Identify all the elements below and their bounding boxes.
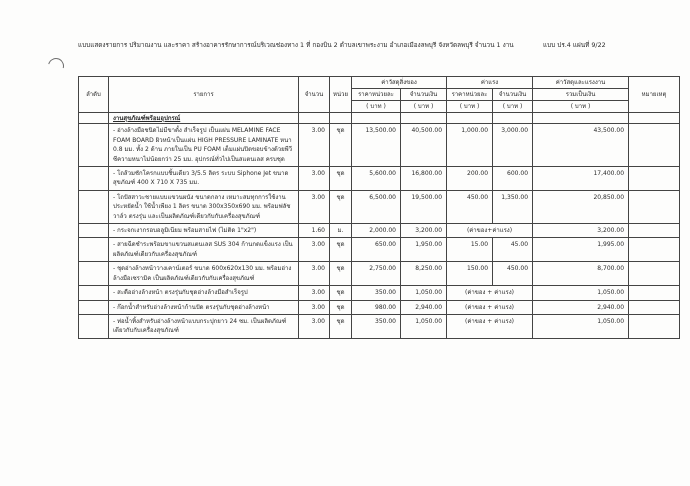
labor-amount: 3,000.00	[493, 124, 533, 167]
labor-amount: 45.00	[493, 238, 533, 262]
material-amount: 1,050.00	[401, 314, 447, 338]
cell-seq	[79, 262, 109, 286]
col-header-item: รายการ	[109, 77, 299, 113]
section-title: งานสุขภัณฑ์พร้อมอุปกรณ์	[109, 113, 299, 124]
item-unit: ชุด	[330, 314, 352, 338]
labor-amount: 450.00	[493, 262, 533, 286]
col-header-remark: หมายเหตุ	[629, 77, 680, 113]
material-unit-price: 650.00	[352, 238, 401, 262]
table-row	[79, 224, 680, 238]
material-amount: 40,500.00	[401, 124, 447, 167]
item-qty: 3.00	[299, 314, 330, 338]
item-qty: 3.00	[299, 190, 330, 223]
cell-seq	[79, 300, 109, 314]
cell-seq	[79, 238, 109, 262]
total-amount: 2,940.00	[533, 300, 629, 314]
item-qty: 3.00	[299, 286, 330, 300]
col-header-baht: ( บาท )	[447, 101, 493, 113]
material-unit-price: 6,500.00	[352, 190, 401, 223]
col-header-total-group: ค่าวัสดุและแรงงาน	[533, 77, 629, 89]
cell-seq	[79, 286, 109, 300]
item-unit: ชุด	[330, 238, 352, 262]
labor-amount: 1,350.00	[493, 190, 533, 223]
col-header-material-unit-price: ราคาหน่วยละ	[352, 89, 401, 101]
item-description: - ชุดอ่างล้างหน้าวางเคาน์เตอร์ ขนาด 600x620x130 มม. พร้อมอ่างล้างมือเซรามิค เป็นผลิตภัณฑ์เดียวกับกับเครื่องสุขภัณฑ์	[109, 262, 299, 286]
item-qty: 3.00	[299, 167, 330, 191]
item-unit: ม.	[330, 224, 352, 238]
cell-seq	[79, 113, 109, 124]
remark-cell	[629, 167, 680, 191]
material-unit-price: 980.00	[352, 300, 401, 314]
table-row	[79, 190, 680, 223]
cell-seq	[79, 190, 109, 223]
table-row	[79, 300, 680, 314]
total-amount: 1,050.00	[533, 314, 629, 338]
item-qty: 3.00	[299, 238, 330, 262]
page-header	[0, 38, 690, 52]
remark-cell	[629, 190, 680, 223]
material-amount: 3,200.00	[401, 224, 447, 238]
item-unit: ชุด	[330, 167, 352, 191]
material-amount: 19,500.00	[401, 190, 447, 223]
item-description: - โถปัสสาวะชายแบบแขวนผนัง ขนาดกลาง เหมาะสมทุกการใช้งาน ประหยัดน้ำ ใช้น้ำเพียง 1 ลิตร ขนาด 300x350x690 มม. พร้อมฟลัชวาล์ว ตรงรุ่น และเป็นผลิตภัณฑ์เดียวกับกับเครื่องสุขภัณฑ์	[109, 190, 299, 223]
bill-of-quantities-table	[78, 76, 680, 339]
remark-cell	[629, 314, 680, 338]
material-unit-price: 2,000.00	[352, 224, 401, 238]
material-unit-price: 13,500.00	[352, 124, 401, 167]
total-amount: 1,995.00	[533, 238, 629, 262]
material-unit-price: 350.00	[352, 286, 401, 300]
material-unit-price: 5,600.00	[352, 167, 401, 191]
col-header-unit: หน่วย	[330, 77, 352, 113]
item-unit: ชุด	[330, 286, 352, 300]
item-qty: 1.60	[299, 224, 330, 238]
labor-included-note: (ค่าของ + ค่าแรง)	[447, 300, 533, 314]
item-description: - สายฉีดชำระพร้อมขาแขวนสแตนเลส SUS 304 ก้านกดแข็งแรง เป็นผลิตภัณฑ์เดียวกับเครื่องสุขภัณฑ์	[109, 238, 299, 262]
labor-included-note: (ค่าของ + ค่าแรง)	[447, 314, 533, 338]
cell-seq	[79, 167, 109, 191]
form-page-number: แบบ ปร.4 แผ่นที่ 9/22	[543, 41, 606, 49]
material-amount: 1,050.00	[401, 286, 447, 300]
table-row	[79, 167, 680, 191]
material-unit-price: 2,750.00	[352, 262, 401, 286]
labor-included-note: (ค่าของ + ค่าแรง)	[447, 286, 533, 300]
labor-unit-price: 200.00	[447, 167, 493, 191]
col-header-baht: ( บาท )	[533, 101, 629, 113]
remark-cell	[629, 238, 680, 262]
col-header-baht: ( บาท )	[493, 101, 533, 113]
labor-unit-price: 450.00	[447, 190, 493, 223]
item-description: - ท่อน้ำทิ้งสำหรับอ่างล้างหน้าแบบกระปุกยาว 24 ซม. เป็นผลิตภัณฑ์เดียวกับกับเครื่องสุขภัณฑ์	[109, 314, 299, 338]
cell-seq	[79, 124, 109, 167]
total-amount: 43,500.00	[533, 124, 629, 167]
total-amount: 1,050.00	[533, 286, 629, 300]
col-header-seq: ลำดับ	[79, 77, 109, 113]
table-row	[79, 314, 680, 338]
remark-cell	[629, 262, 680, 286]
table-row	[79, 124, 680, 167]
remark-cell	[629, 286, 680, 300]
labor-included-note: (ค่าของ+ค่าแรง)	[447, 224, 533, 238]
total-amount: 17,400.00	[533, 167, 629, 191]
material-amount: 16,800.00	[401, 167, 447, 191]
item-unit: ชุด	[330, 262, 352, 286]
item-description: - สะดืออ่างล้างหน้า ตรงรุ่นกับชุดอ่างล้างมือสำเร็จรูป	[109, 286, 299, 300]
item-description: - อ่างล้างมือชนิดไม่มีขาตั้ง สำเร็จรูป เป็นแผ่น MELAMINE FACE FOAM BOARD ผิวหน้าเป็นแผ่น HIGH PRESSURE LAMINATE หนา 0.8 มม. ทั้ง 2 ด้าน ภายในเป็น PU FOAM เต็มแผ่นปิดขอบข้างด้วยพีวีซีความหนาไม่น้อยกว่า 25 มม. อุปกรณ์ทั่วไปเป็นสแตนเลส ครบชุด	[109, 124, 299, 167]
material-unit-price: 350.00	[352, 314, 401, 338]
item-unit: ชุด	[330, 190, 352, 223]
item-description: - โถส้วมชักโครกแบบชิ้นเดียว 3/5.5 ลิตร ระบบ Siphone Jet ขนาดสุขภัณฑ์ 400 X 710 X 735 มม.	[109, 167, 299, 191]
section-row	[79, 113, 680, 124]
col-header-material-amount: จำนวนเงิน	[401, 89, 447, 101]
labor-unit-price: 150.00	[447, 262, 493, 286]
item-unit: ชุด	[330, 300, 352, 314]
cell-seq	[79, 224, 109, 238]
total-amount: 3,200.00	[533, 224, 629, 238]
item-qty: 3.00	[299, 262, 330, 286]
col-header-baht: ( บาท )	[352, 101, 401, 113]
col-header-baht: ( บาท )	[401, 101, 447, 113]
remark-cell	[629, 224, 680, 238]
cell-seq	[79, 314, 109, 338]
labor-amount: 600.00	[493, 167, 533, 191]
remark-cell	[629, 124, 680, 167]
material-amount: 1,950.00	[401, 238, 447, 262]
item-qty: 3.00	[299, 124, 330, 167]
material-amount: 2,940.00	[401, 300, 447, 314]
col-header-qty: จำนวน	[299, 77, 330, 113]
item-description: - ก๊อกน้ำสำหรับอ่างล้างหน้าก้านปัด ตรงรุ่นกับชุดอ่างล้างหน้า	[109, 300, 299, 314]
col-header-total-amount: รวมเป็นเงิน	[533, 89, 629, 101]
table-row	[79, 286, 680, 300]
labor-unit-price: 1,000.00	[447, 124, 493, 167]
item-unit: ชุด	[330, 124, 352, 167]
col-header-material-group: ค่าวัสดุสิ่งของ	[352, 77, 447, 89]
col-header-labor-amount: จำนวนเงิน	[493, 89, 533, 101]
punch-hole-mark	[45, 55, 67, 77]
document-title: แบบแสดงรายการ ปริมาณงาน และราคา สร้างอาคารรักษาการณ์บริเวณช่องทาง 1 ที่ กองบิน 2 ตำบลเขาพระงาม อำเภอเมืองลพบุรี จังหวัดลพบุรี จำนวน 1 งาน	[78, 41, 514, 49]
col-header-labor-unit-price: ราคาหน่วยละ	[447, 89, 493, 101]
total-amount: 8,700.00	[533, 262, 629, 286]
table-row	[79, 262, 680, 286]
table-row	[79, 238, 680, 262]
total-amount: 20,850.00	[533, 190, 629, 223]
item-description: - กระจกเงากรอบอลูมิเนียม พร้อมสายไฟ (ไม่ติด 1"x2")	[109, 224, 299, 238]
remark-cell	[629, 300, 680, 314]
material-amount: 8,250.00	[401, 262, 447, 286]
item-qty: 3.00	[299, 300, 330, 314]
labor-unit-price: 15.00	[447, 238, 493, 262]
col-header-labor-group: ค่าแรง	[447, 77, 533, 89]
